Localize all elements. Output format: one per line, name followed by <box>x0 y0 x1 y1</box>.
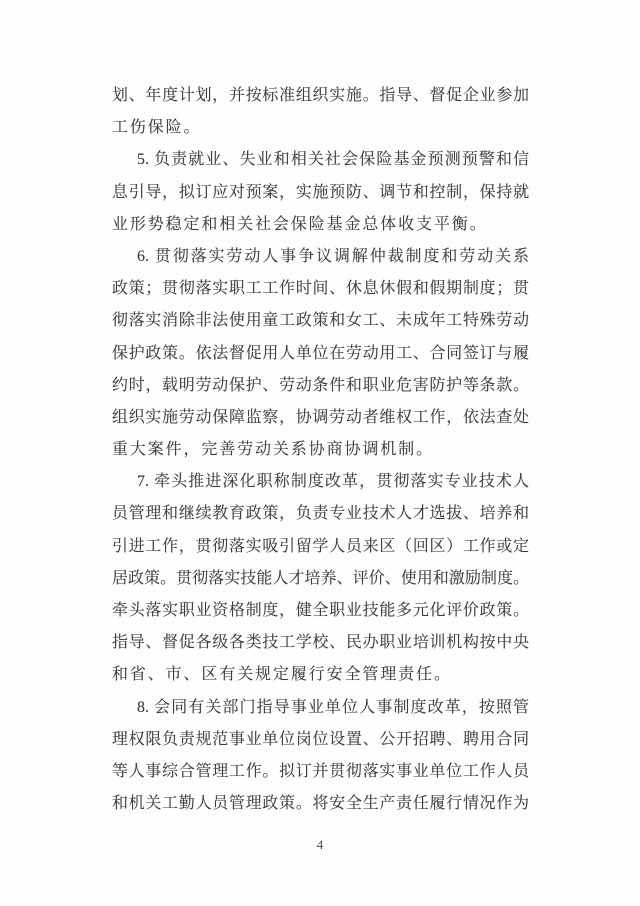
text-line: 息引导，拟订应对预案，实施预防、调节和控制，保持就 <box>112 183 529 201</box>
paragraph-4-continued <box>112 80 529 144</box>
text-line: 和机关工勤人员管理政策。将安全生产责任履行情况作为 <box>112 795 529 813</box>
text-line: 居政策。贯彻落实技能人才培养、评价、使用和激励制度。 <box>112 569 529 587</box>
text-line: 员管理和继续教育政策，负责专业技术人才选拔、培养和 <box>112 505 529 523</box>
text-line: 指导、督促各级各类技工学校、民办职业培训机构按中央 <box>112 634 529 652</box>
text-line: 等人事综合管理工作。拟订并贯彻落实事业单位工作人员 <box>112 762 529 780</box>
text-line: 6. 贯彻落实劳动人事争议调解仲裁制度和劳动关系 <box>137 247 529 265</box>
paragraph-item-7 <box>112 466 529 691</box>
text-line: 牵头落实职业资格制度，健全职业技能多元化评价政策。 <box>112 602 529 619</box>
text-line: 保护政策。依法督促用人单位在劳动用工、合同签订与履 <box>112 344 529 362</box>
text-line: 组织实施劳动保障监察，协调劳动者维权工作，依法查处 <box>112 408 529 426</box>
page-number: 4 <box>316 837 324 852</box>
paragraph-item-6 <box>112 241 529 466</box>
text-line: 划、年度计划，并按标准组织实施。指导、督促企业参加 <box>112 87 529 104</box>
text-line: 工伤保险。 <box>112 119 202 137</box>
text-line: 理权限负责规范事业单位岗位设置、公开招聘、聘用合同 <box>112 730 529 748</box>
text-line: 政策；贯彻落实职工工作时间、休息休假和假期制度；贯 <box>112 280 529 298</box>
text-line: 5. 负责就业、失业和相关社会保险基金预测预警和信 <box>137 151 529 169</box>
text-line: 业形势稳定和相关社会保险基金总体收支平衡。 <box>112 215 488 233</box>
text-line: 和省、市、区有关规定履行安全管理责任。 <box>112 666 452 684</box>
paragraph-item-5 <box>112 144 529 241</box>
text-line: 引进工作，贯彻落实吸引留学人员来区（回区）工作或定 <box>112 537 529 555</box>
text-line: 彻落实消除非法使用童工政策和女工、未成年工特殊劳动 <box>112 312 529 330</box>
document-body <box>112 80 529 820</box>
text-line: 约时，载明劳动保护、劳动条件和职业危害防护等条款。 <box>112 376 529 394</box>
text-line: 7. 牵头推进深化职称制度改革，贯彻落实专业技术人 <box>137 473 529 491</box>
paragraph-item-8 <box>112 692 529 821</box>
text-line: 重大案件，完善劳动关系协商协调机制。 <box>112 441 435 459</box>
text-line: 8. 会同有关部门指导事业单位人事制度改革，按照管 <box>137 698 529 716</box>
